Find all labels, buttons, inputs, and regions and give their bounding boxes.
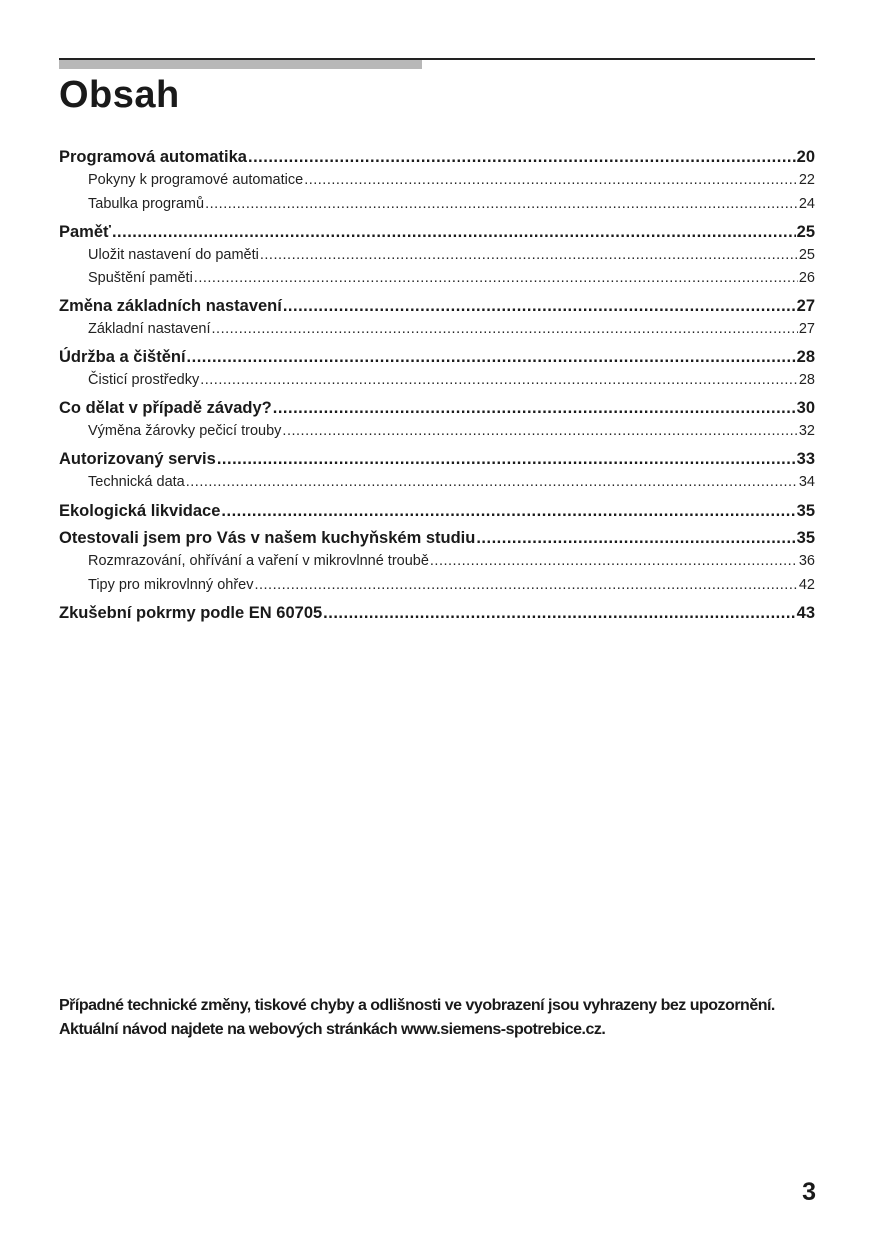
toc-entry-page: 28 xyxy=(796,348,815,367)
toc-entry-title: Uložit nastavení do paměti xyxy=(88,246,259,263)
toc-entry[interactable] xyxy=(59,220,815,244)
toc-subentry[interactable] xyxy=(59,420,815,444)
toc-entry-page: 33 xyxy=(796,450,815,469)
dot-leader xyxy=(248,145,796,169)
dot-leader xyxy=(205,193,798,217)
dot-leader xyxy=(112,220,796,244)
toc-entry-title: Pokyny k programové automatice xyxy=(88,172,304,188)
disclaimer-note: Případné technické změny, tiskové chyby a odlišnosti ve vyobrazení jsou vyhrazeny bez upozornění. Aktuální návod najdete na webových stránkách www.siemens-spotrebice.cz. xyxy=(59,997,775,1038)
toc-subentry[interactable] xyxy=(59,550,815,574)
toc-entry-title: Čisticí prostředky xyxy=(88,372,200,389)
toc-entry[interactable] xyxy=(59,499,815,523)
dot-leader xyxy=(221,499,795,523)
toc-entry-page: 35 xyxy=(796,501,815,520)
toc-entry-title: Technická data xyxy=(88,474,185,491)
page-number: 3 xyxy=(802,1178,816,1206)
dot-leader xyxy=(260,244,798,268)
dot-leader xyxy=(194,267,798,291)
toc-entry-title: Zkušební pokrmy podle EN 60705 xyxy=(59,603,323,622)
page-title: Obsah xyxy=(59,74,180,116)
dot-leader xyxy=(323,601,795,625)
dot-leader xyxy=(476,526,795,550)
toc-entry-page: 30 xyxy=(796,399,815,418)
dot-leader xyxy=(282,420,797,444)
toc-entry-page: 27 xyxy=(798,321,815,338)
dot-leader xyxy=(254,574,797,598)
toc-entry-page: 26 xyxy=(798,270,815,287)
toc-entry[interactable] xyxy=(59,145,815,169)
toc-entry-title: Tabulka programů xyxy=(88,195,205,212)
toc-subentry[interactable] xyxy=(59,318,815,342)
toc-entry[interactable] xyxy=(59,601,815,625)
toc-entry-page: 34 xyxy=(798,474,815,491)
toc-entry[interactable] xyxy=(59,345,815,369)
dot-leader xyxy=(283,294,796,318)
toc-entry-title: Údržba a čištění xyxy=(59,348,186,367)
toc-entry-title: Spuštění paměti xyxy=(88,270,193,287)
toc-entry-page: 43 xyxy=(796,603,815,622)
toc-entry-title: Základní nastavení xyxy=(88,321,211,338)
toc-entry[interactable] xyxy=(59,526,815,550)
dot-leader xyxy=(187,345,796,369)
toc-entry-page: 20 xyxy=(796,148,815,166)
toc-entry-page: 42 xyxy=(798,576,815,593)
toc-entry-page: 24 xyxy=(798,195,815,212)
toc-subentry[interactable] xyxy=(59,574,815,598)
dot-leader xyxy=(200,369,798,393)
table-of-contents xyxy=(59,145,815,625)
toc-subentry[interactable] xyxy=(59,244,815,268)
dot-leader xyxy=(304,169,798,193)
toc-entry-title: Výměna žárovky pečicí trouby xyxy=(88,423,282,440)
toc-subentry[interactable] xyxy=(59,267,815,291)
toc-entry-title: Změna základních nastavení xyxy=(59,297,282,316)
toc-entry-title: Otestovali jsem pro Vás v našem kuchyňském studiu xyxy=(59,529,476,548)
dot-leader xyxy=(212,318,798,342)
toc-entry-page: 22 xyxy=(798,172,815,188)
toc-entry[interactable] xyxy=(59,396,815,420)
toc-subentry[interactable] xyxy=(59,169,815,193)
dot-leader xyxy=(217,447,796,471)
toc-subentry[interactable] xyxy=(59,369,815,393)
toc-entry-title: Tipy pro mikrovlnný ohřev xyxy=(88,576,254,593)
dot-leader xyxy=(186,471,798,495)
toc-entry-title: Rozmrazování, ohřívání a vaření v mikrovlnné troubě xyxy=(88,553,429,570)
toc-entry-page: 28 xyxy=(798,372,815,389)
toc-entry-page: 36 xyxy=(798,553,815,570)
toc-entry[interactable] xyxy=(59,447,815,471)
toc-entry-title: Paměť xyxy=(59,222,111,241)
toc-entry-title: Ekologická likvidace xyxy=(59,501,221,520)
toc-entry-page: 25 xyxy=(798,246,815,263)
toc-entry-page: 32 xyxy=(798,423,815,440)
toc-entry[interactable] xyxy=(59,294,815,318)
toc-entry-title: Programová automatika xyxy=(59,148,247,166)
toc-entry-title: Autorizovaný servis xyxy=(59,450,216,469)
toc-subentry[interactable] xyxy=(59,471,815,495)
toc-entry-page: 25 xyxy=(796,222,815,241)
dot-leader xyxy=(273,396,796,420)
toc-subentry[interactable] xyxy=(59,193,815,217)
toc-entry-title: Co dělat v případě závady? xyxy=(59,399,272,418)
dot-leader xyxy=(430,550,798,574)
header-bar xyxy=(59,60,422,69)
toc-entry-page: 27 xyxy=(796,297,815,316)
toc-entry-page: 35 xyxy=(796,529,815,548)
